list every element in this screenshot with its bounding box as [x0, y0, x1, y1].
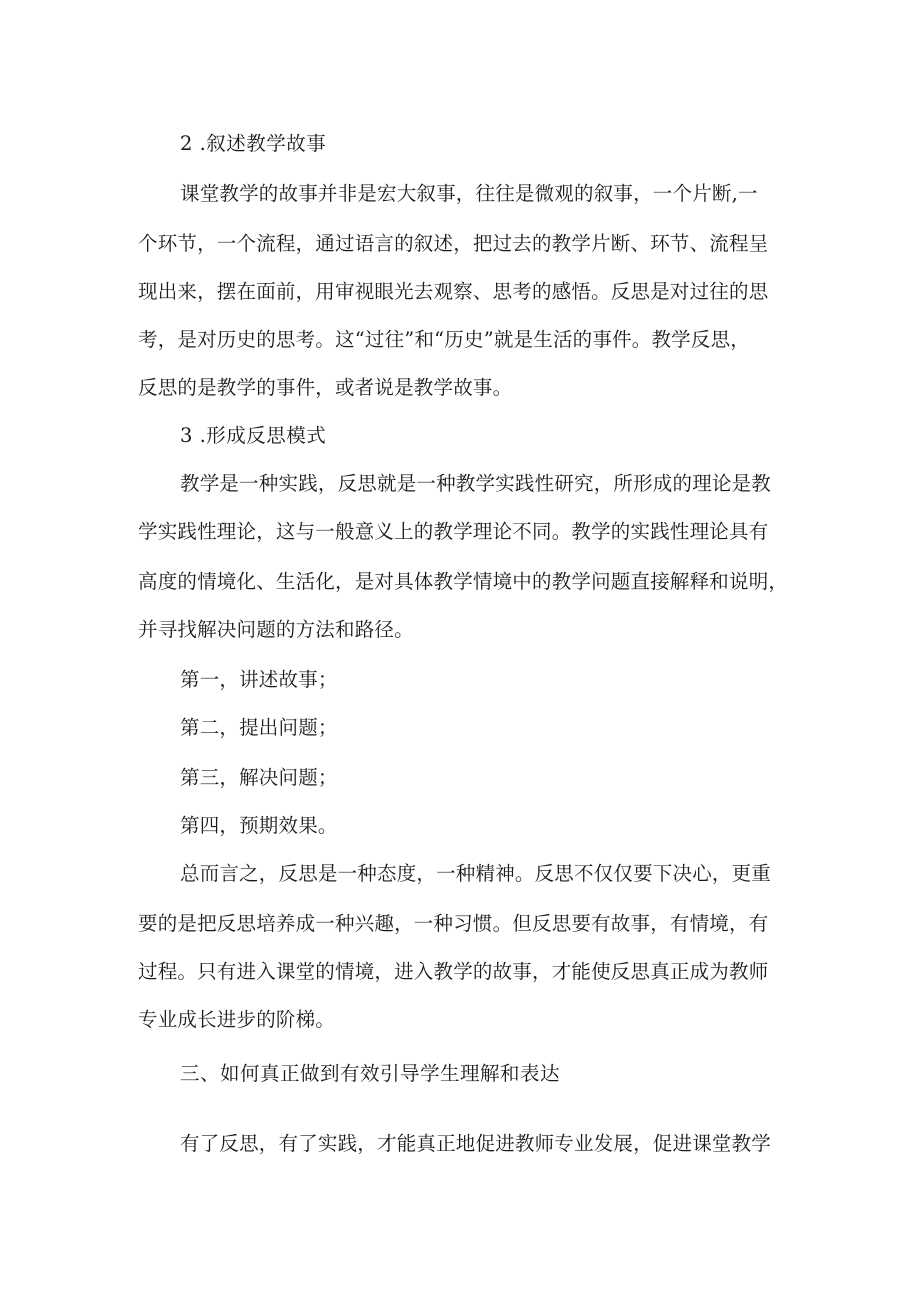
- part-heading: 三、如何真正做到有效引导学生理解和表达: [180, 1062, 561, 1085]
- list-item: 第一，讲述故事；: [180, 668, 338, 691]
- paragraph-line: 高度的情境化、生活化，是对具体教学情境中的教学问题直接解释和说明，: [138, 570, 789, 593]
- paragraph-line: 过程。只有进入课堂的情境，进入教学的故事，才能使反思真正成为教师: [138, 960, 769, 983]
- list-item: 第四，预期效果。: [180, 814, 338, 837]
- paragraph-line: 总而言之，反思是一种态度，一种精神。反思不仅仅要下决心，更重: [180, 862, 772, 885]
- paragraph-line: 专业成长进步的阶梯。: [138, 1008, 336, 1031]
- section-heading: 3 .形成反思模式: [180, 424, 327, 447]
- paragraph-line: 并寻找解决问题的方法和路径。: [138, 618, 414, 641]
- paragraph-line: 考，是对历史的思考。这“过往”和“历史”就是生活的事件。教学反思，: [138, 328, 750, 351]
- paragraph-line: 教学是一种实践，反思就是一种教学实践性研究，所形成的理论是教: [180, 472, 772, 495]
- paragraph-line: 反思的是教学的事件，或者说是教学故事。: [138, 376, 513, 399]
- paragraph-line: 学实践性理论，这与一般意义上的教学理论不同。教学的实践性理论具有: [138, 520, 769, 543]
- paragraph-line: 课堂教学的故事并非是宏大叙事，往往是微观的叙事，一个片断,一: [180, 182, 758, 205]
- paragraph-line: 个环节，一个流程，通过语言的叙述，把过去的教学片断、环节、流程呈: [138, 232, 769, 255]
- list-item: 第三，解决问题；: [180, 766, 338, 789]
- paragraph-line: 有了反思，有了实践，才能真正地促进教师专业发展，促进课堂教学: [180, 1132, 772, 1155]
- section-heading: 2 .叙述教学故事: [180, 132, 327, 155]
- paragraph-line: 要的是把反思培养成一种兴趣，一种习惯。但反思要有故事，有情境，有: [138, 912, 769, 935]
- list-item: 第二，提出问题；: [180, 716, 338, 739]
- paragraph-line: 现出来，摆在面前，用审视眼光去观察、思考的感悟。反思是对过往的思: [138, 280, 769, 303]
